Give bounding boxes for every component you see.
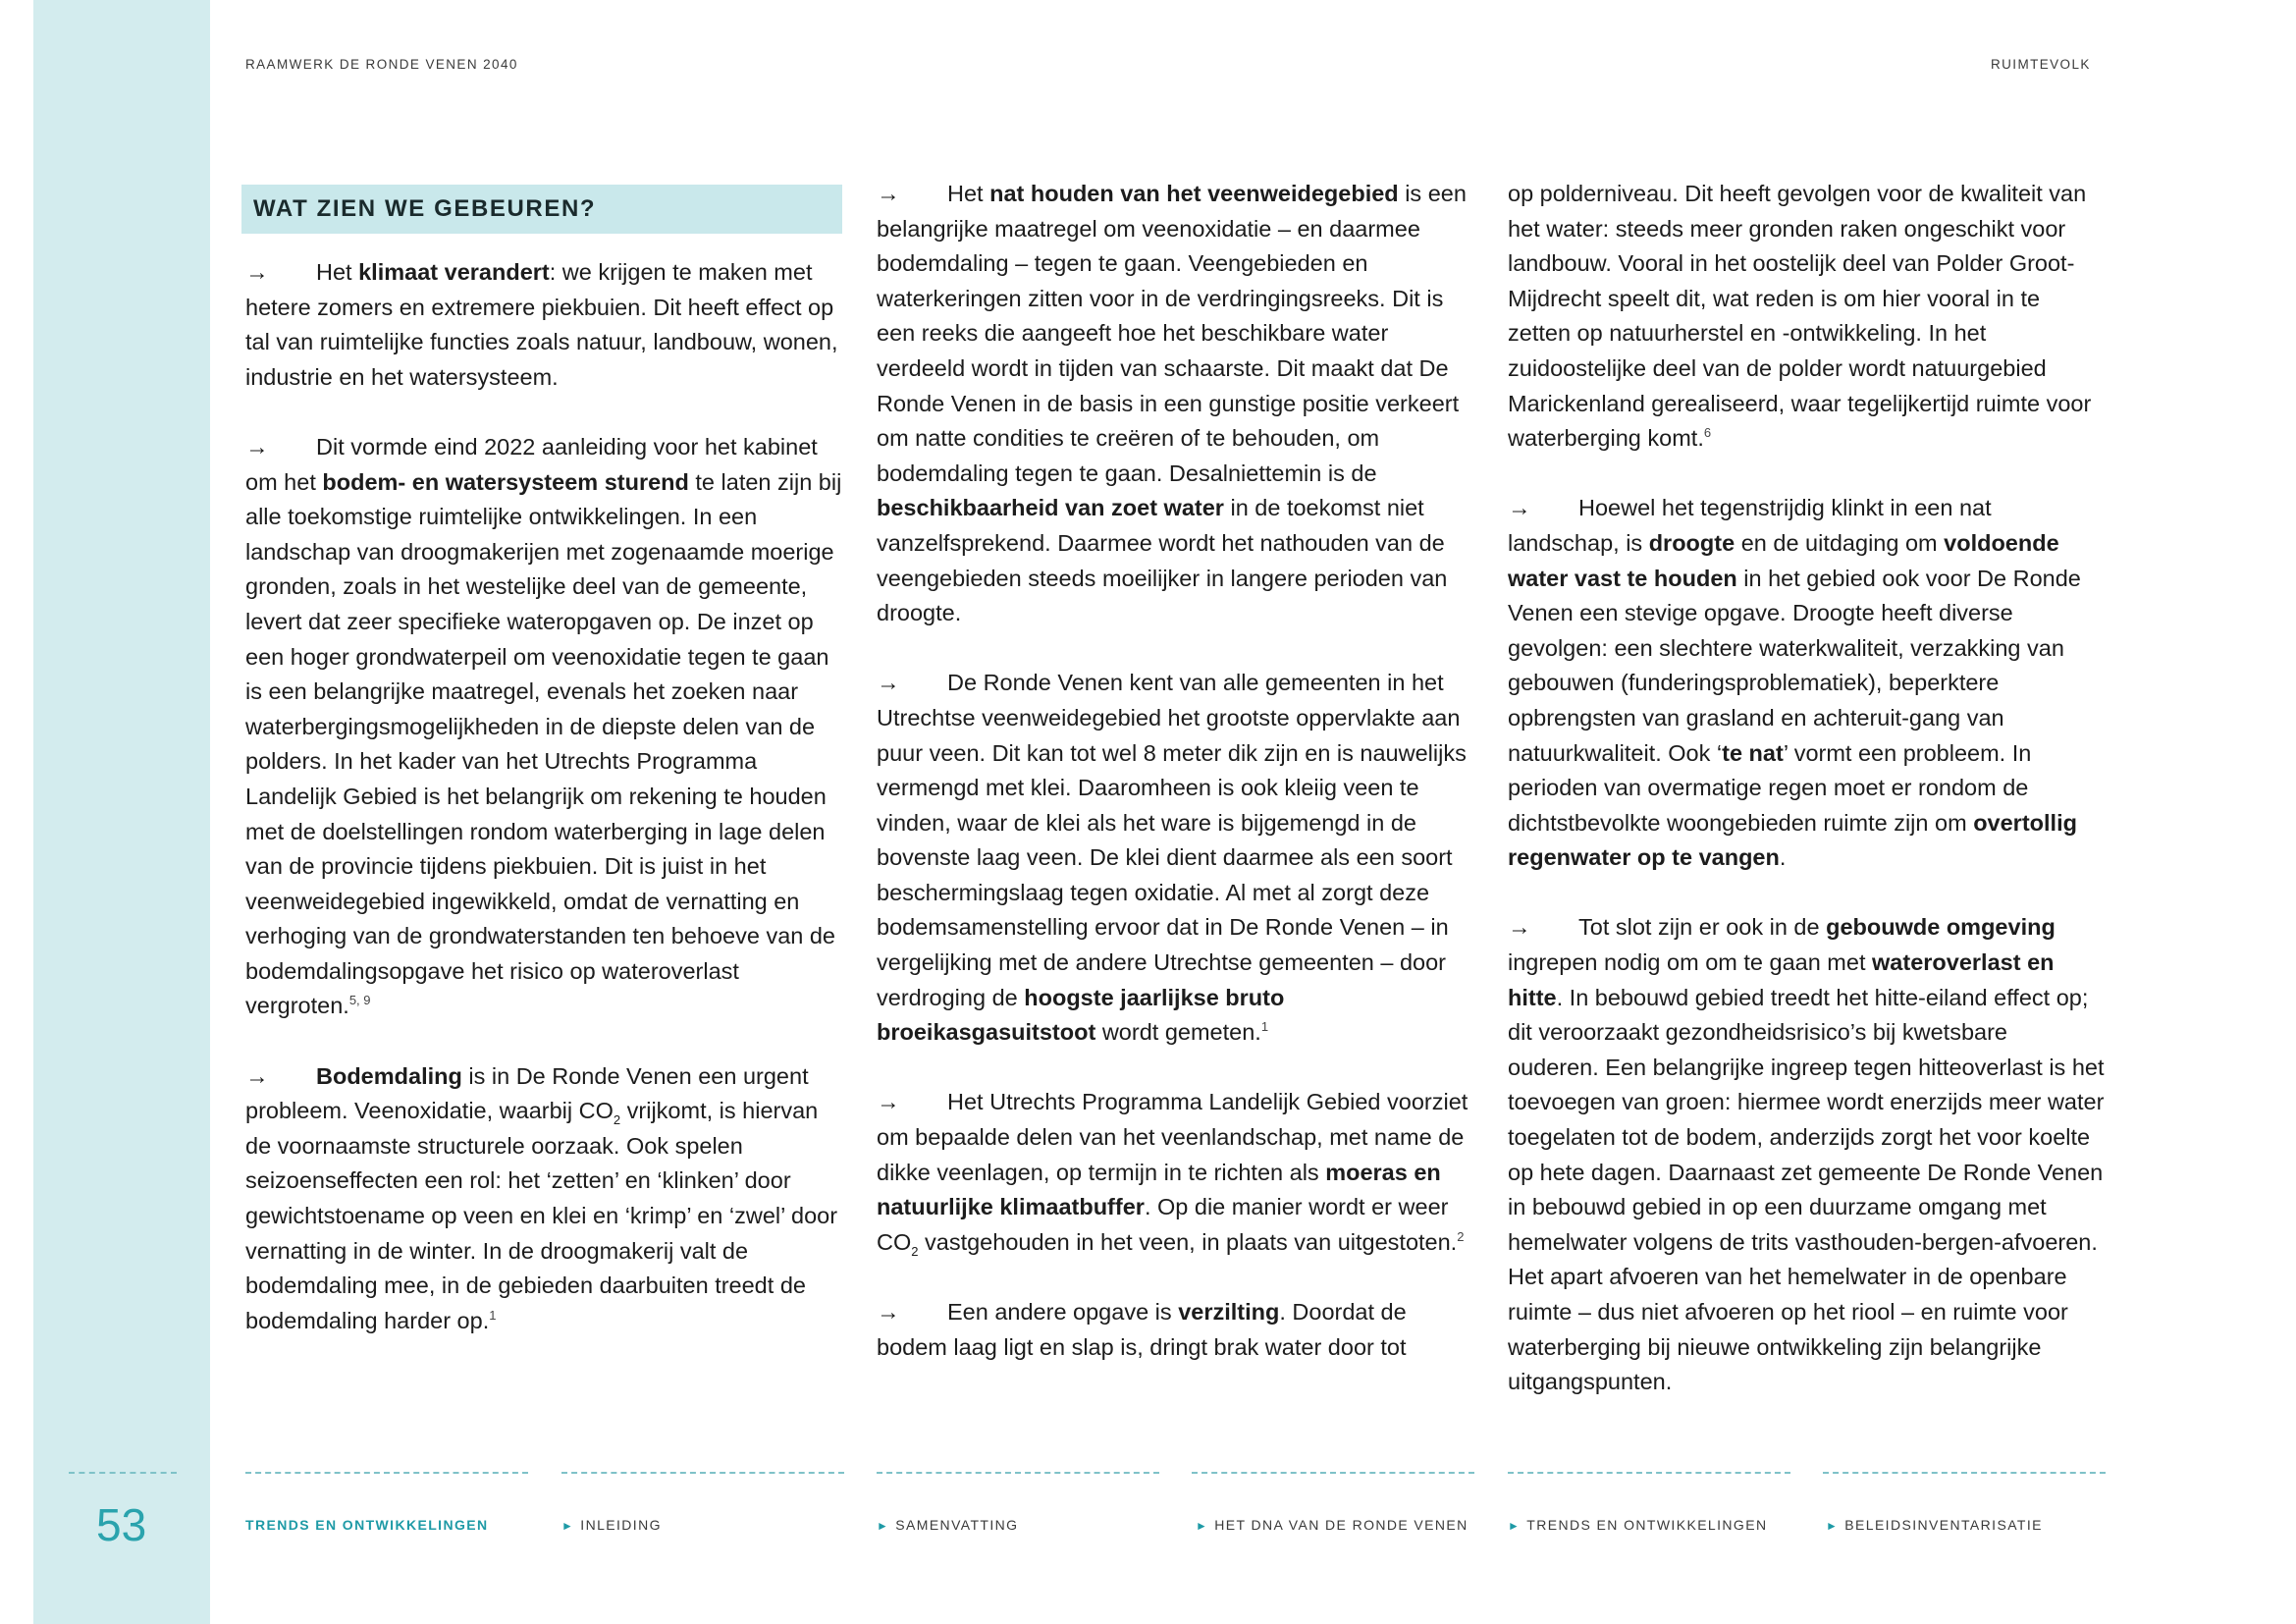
paragraph: → Het Utrechts Programma Landelijk Gebied voorziet om bepaalde delen van het veenlandschap, met name de dikke veenlagen, op termijn in te richten als moeras en natuurlijke klimaatbuffer. Op die manier wordt er weer $CO_2$ vastgehouden in het veen, in plaats van uitgestoten.$^2$ — [877, 1085, 1473, 1260]
arrow-icon: → — [245, 433, 269, 460]
arrow-icon: → — [877, 1299, 900, 1325]
publisher-name: RUIMTEVOLK — [1991, 57, 2091, 72]
triangle-right-icon: ► — [1508, 1519, 1522, 1533]
left-sidebar-band — [33, 0, 210, 1624]
triangle-right-icon: ► — [877, 1519, 890, 1533]
arrow-icon: → — [1508, 495, 1531, 521]
paragraph: → Dit vormde eind 2022 aanleiding voor het kabinet om het bodem- en watersysteem sturend te laten zijn bij alle toekomstige ruimtelijke ontwikkelingen. In een landschap van droogmakerijen met zogenaamde moerige gronden, zoals in het westelijke deel van de gemeente, levert dat zeer specifieke wateropgaven op. De inzet op een hoger grondwaterpeil om veenoxidatie tegen te gaan is een belangrijke maatregel, evenals het zoeken naar waterbergingsmogelijkheden in de diepste delen van de polders. In het kader van het Utrechts Programma Landelijk Gebied is het belangrijk om rekening te houden met de doelstellingen rondom waterberging in lage delen van de provincie tijdens piekbuien. Dit is juist in het veenweidegebied ingewikkeld, omdat de vernatting en verhoging van de grondwaterstanden ten behoeve van de bodemdalingsopgave het risico op wateroverlast vergroten.$^{5, 9}$ — [245, 430, 842, 1024]
paragraph: → De Ronde Venen kent van alle gemeenten in het Utrechtse veenweidegebied het grootste oppervlakte aan puur veen. Dit kan tot wel 8 meter dik zijn en is nauwelijks vermengd met klei. Daaromheen is ook kleiig veen te vinden, waar de klei als het ware is bijgemengd in de bovenste laag veen. De klei dient daarmee als een soort beschermingslaag tegen oxidatie. Al met al zorgt deze bodemsamenstelling ervoor dat in De Ronde Venen – in vergelijking met de andere Utrechtse gemeenten – door verdroging de hoogste jaarlijkse bruto broeikasgasuitstoot wordt gemeten.$^1$ — [877, 666, 1473, 1051]
footer-divider — [561, 1472, 844, 1474]
footer-divider — [877, 1472, 1159, 1474]
paragraph: → Het klimaat verandert: we krijgen te maken met hetere zomers en extremere piekbuien. Dit heeft effect op tal van ruimtelijke functies zoals natuur, landbouw, wonen, industrie en het watersysteem. — [245, 255, 842, 395]
triangle-right-icon: ► — [561, 1519, 575, 1533]
paragraph: op polderniveau. Dit heeft gevolgen voor de kwaliteit van het water: steeds meer gronden raken ongeschikt voor landbouw. Vooral in het oostelijk deel van Polder Groot-Mijdrecht speelt dit, wat reden is om hier vooral in te zetten op natuurherstel en -ontwikkeling. In het zuidoostelijke deel van de polder wordt natuurgebied Marickenland gerealiseerd, waar tegelijkertijd ruimte voor waterberging komt.$^6$ — [1508, 181, 2092, 452]
footer-divider — [245, 1472, 528, 1474]
nav-link-samenvatting[interactable]: ► SAMENVATTING — [877, 1517, 1019, 1533]
footnote-ref: 5, 9 — [348, 993, 371, 1008]
arrow-icon: → — [1508, 914, 1531, 941]
footnote-ref: 2 — [1457, 1228, 1465, 1244]
text-column-2 — [877, 177, 1473, 1400]
nav-link-trends[interactable]: ► TRENDS EN ONTWIKKELINGEN — [1508, 1517, 1768, 1533]
arrow-icon: → — [877, 181, 900, 206]
text-column-1 — [245, 177, 842, 1374]
paragraph: → Bodemdaling is in De Ronde Venen een urgent probleem. Veenoxidatie, waarbij $CO_2$ vrijkomt, is hiervan de voornaamste structurele oorzaak. Ook spelen seizoenseffecten een rol: het ‘zetten’ en ‘klinken’ door gewichtstoename op veen en klei en ‘krimp’ en ‘zwel’ door vernatting in de winter. In de droogmakerij valt de bodemdaling mee, in de gebieden daarbuiten treedt de bodemdaling harder op.$^1$ — [245, 1059, 842, 1339]
footer-divider — [69, 1472, 177, 1474]
footer-divider — [1823, 1472, 2106, 1474]
paragraph: → Het nat houden van het veenweidegebied is een belangrijke maatregel om veenoxidatie – en daarmee bodemdaling – tegen te gaan. Veengebieden en waterkeringen zitten voor in de verdringingsreeks. Dit is een reeks die aangeeft hoe het beschikbare water verdeeld wordt in tijden van schaarste. Dit maakt dat De Ronde Venen in de basis in een gunstige positie verkeert om natte condities te creëren of te behouden, om bodemdaling tegen te gaan. Desalniettemin is de beschikbaarheid van zoet water in de toekomst niet vanzelfsprekend. Daarmee wordt het nathouden van de veengebieden steeds moeilijker in langere perioden van droogte. — [877, 177, 1473, 631]
footer-divider — [1508, 1472, 1790, 1474]
section-heading: WAT ZIEN WE GEBEUREN? — [241, 185, 842, 234]
arrow-icon: → — [877, 670, 900, 696]
page-number: 53 — [96, 1499, 147, 1550]
triangle-right-icon: ► — [1826, 1519, 1840, 1533]
nav-link-dna[interactable]: ► HET DNA VAN DE RONDE VENEN — [1196, 1517, 1468, 1533]
triangle-right-icon: ► — [1196, 1519, 1209, 1533]
text-column-3 — [1508, 177, 2105, 1435]
footnote-ref: 1 — [489, 1307, 497, 1323]
document-title: RAAMWERK DE RONDE VENEN 2040 — [245, 57, 518, 72]
arrow-icon: → — [877, 1089, 900, 1115]
arrow-icon: → — [245, 259, 269, 285]
footer-divider — [1192, 1472, 1474, 1474]
footnote-ref: 1 — [1260, 1019, 1269, 1035]
nav-link-inleiding[interactable]: ► INLEIDING — [561, 1517, 662, 1533]
paragraph: → Hoewel het tegenstrijdig klinkt in een nat landschap, is droogte en de uitdaging om voldoende water vast te houden in het gebied ook voor De Ronde Venen een stevige opgave. Droogte heeft diverse gevolgen: een slechtere waterkwaliteit, verzakking van gebouwen (funderingsproblematiek), beperktere opbrengsten van grasland en achteruit-gang van natuurkwaliteit. Ook ‘te nat’ vormt een probleem. In perioden van overmatige regen moet er rondom de dichtstbevolkte woongebieden ruimte zijn om overtollig regenwater op te vangen. — [1508, 491, 2105, 876]
arrow-icon: → — [245, 1062, 269, 1089]
nav-link-beleidsinventarisatie[interactable]: ► BELEIDSINVENTARISATIE — [1826, 1517, 2043, 1533]
paragraph: → Tot slot zijn er ook in de gebouwde omgeving ingrepen nodig om om te gaan met wateroverlast en hitte. In bebouwd gebied treedt het hitte-eiland effect op; dit veroorzaakt gezondheidsrisico’s bij kwetsbare ouderen. Een belangrijke ingreep tegen hitteoverlast is het toevoegen van groen: hiermee wordt enerzijds meer water toegelaten tot de bodem, anderzijds zorgt het voor koelte op hete dagen. Daarnaast zet gemeente De Ronde Venen in bebouwd gebied in op een duurzame omgang met hemelwater volgens de trits vasthouden-bergen-afvoeren. Het apart afvoeren van het hemelwater in de openbare ruimte – dus niet afvoeren op het riool – en ruimte voor waterberging bij nieuwe ontwikkeling zijn belangrijke uitgangspunten. — [1508, 910, 2105, 1399]
footnote-ref: 6 — [1703, 425, 1712, 441]
paragraph: → Een andere opgave is verzilting. Doordat de bodem laag ligt en slap is, dringt brak water door tot — [877, 1295, 1473, 1365]
current-section-label: TRENDS EN ONTWIKKELINGEN — [245, 1517, 489, 1533]
